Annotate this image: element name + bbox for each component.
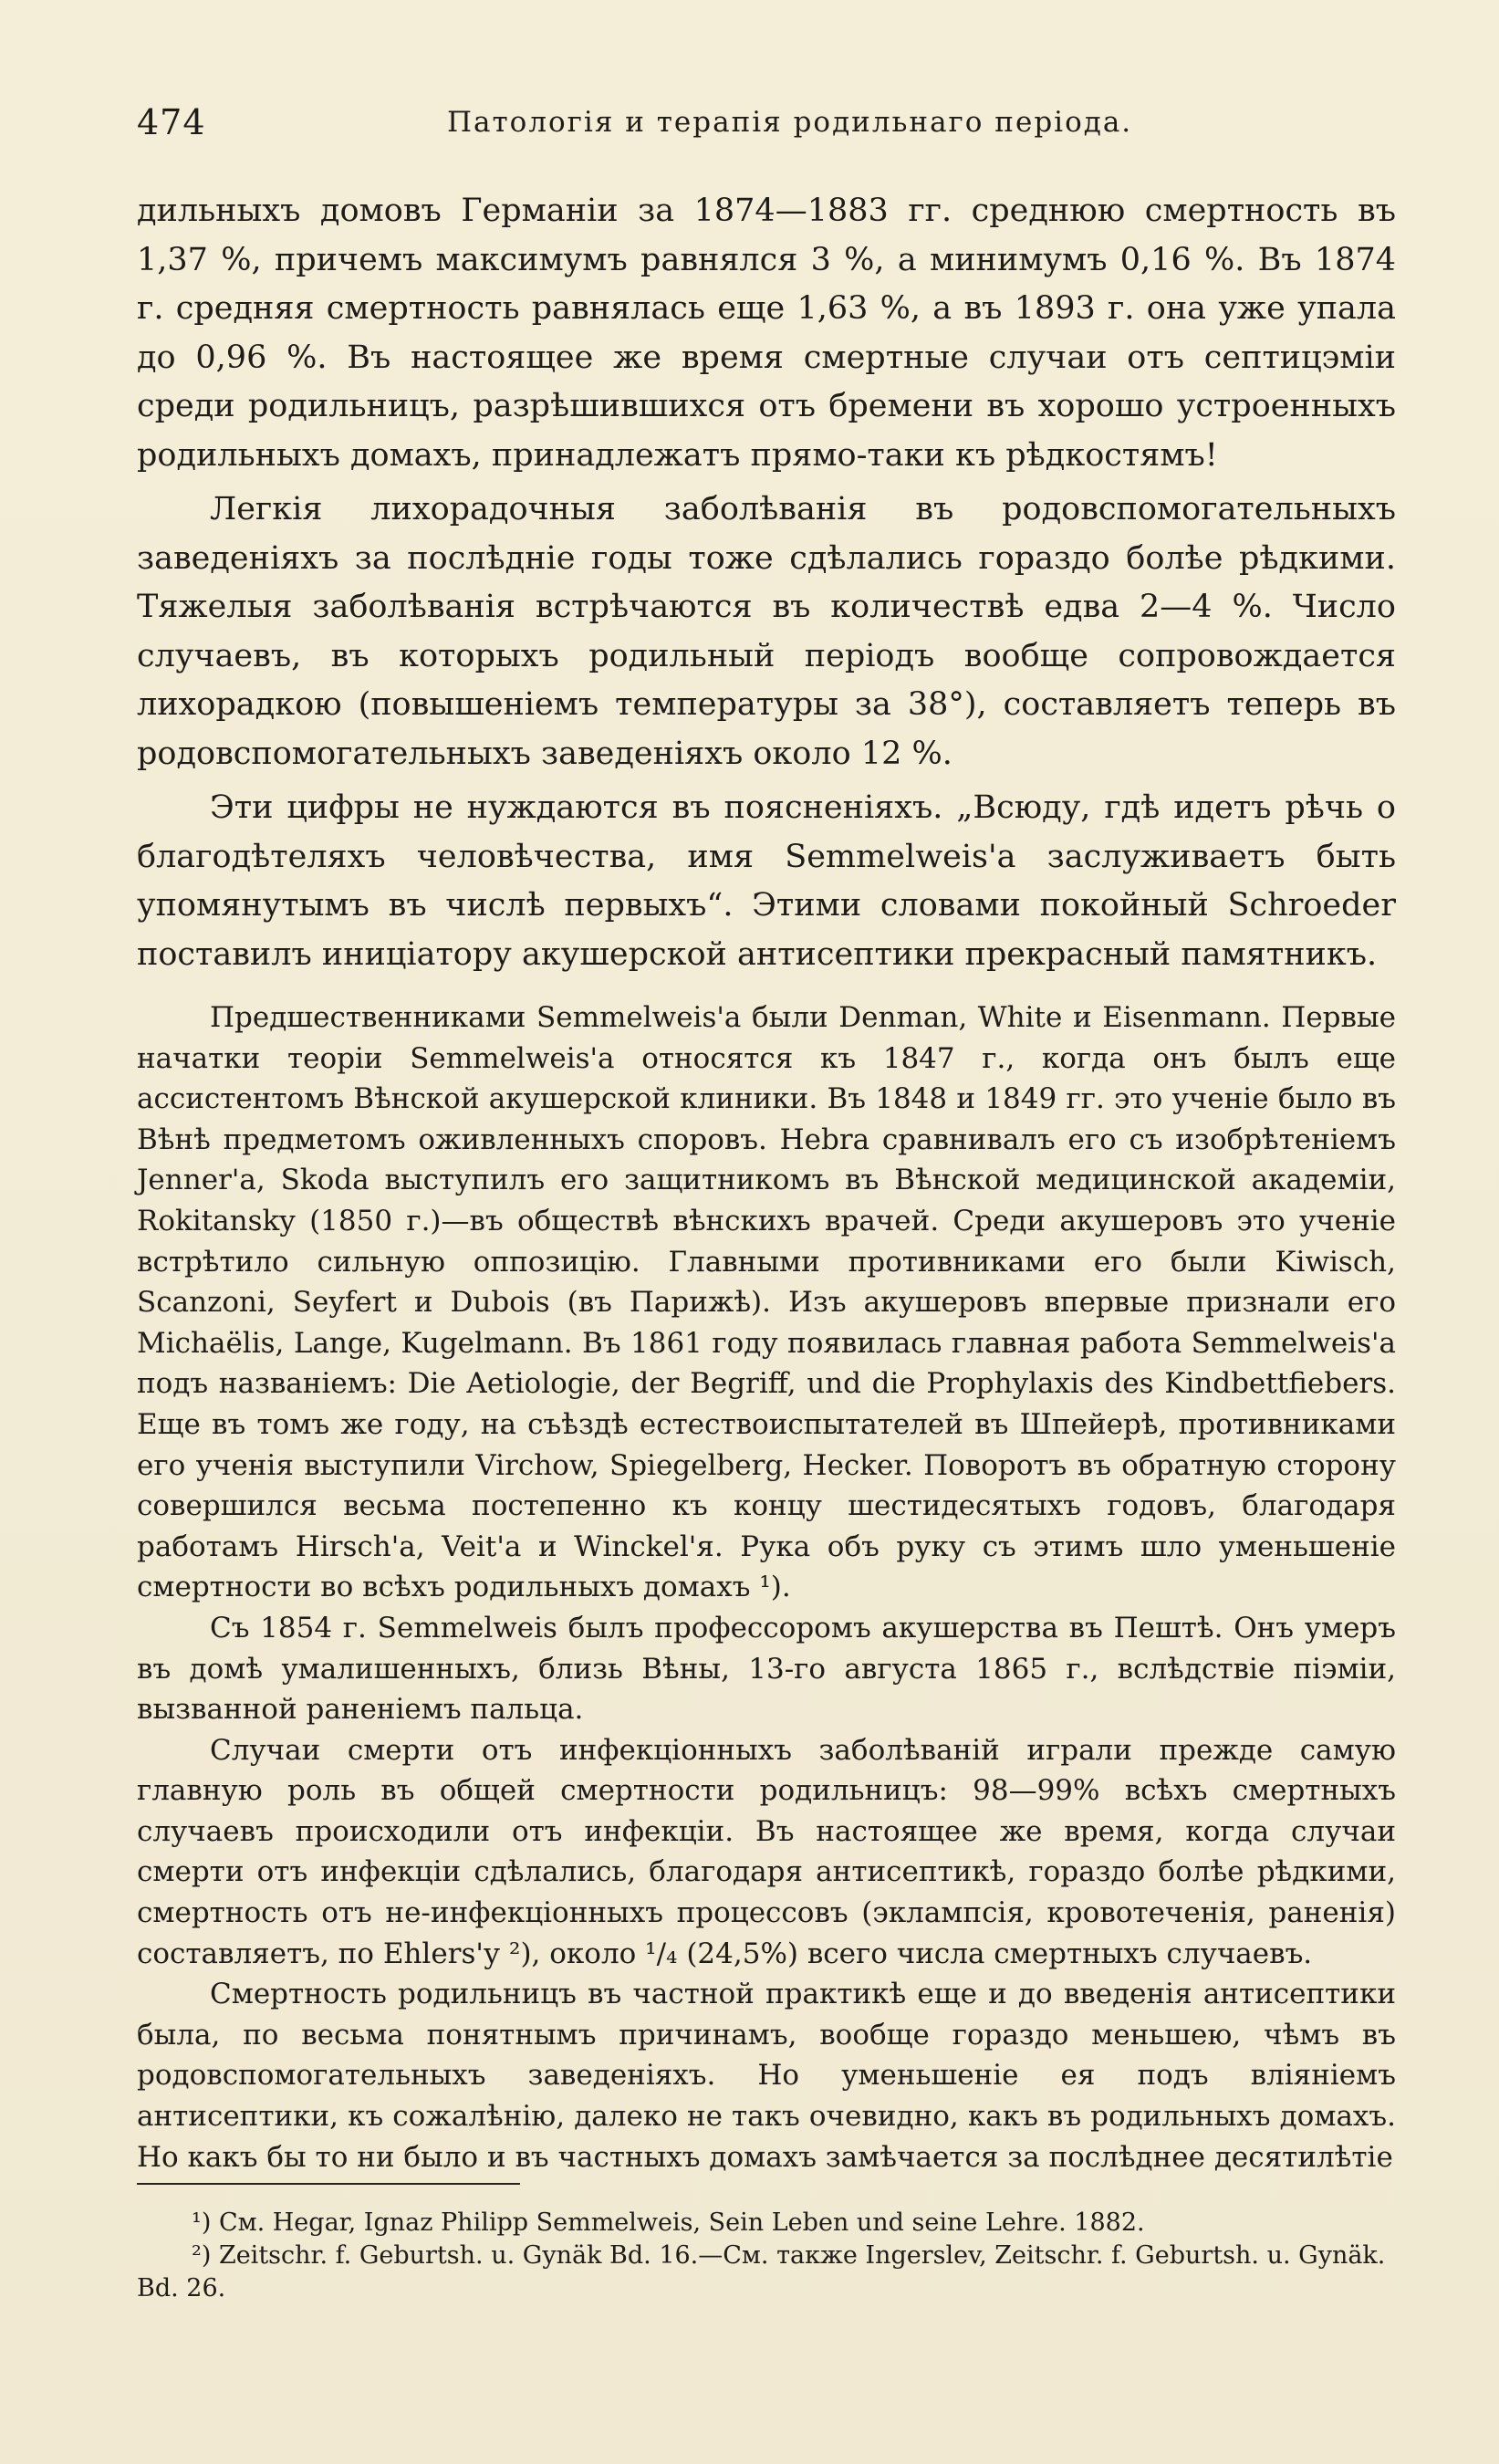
footnotes <box>137 2207 1396 2305</box>
footnote-divider <box>137 2183 520 2185</box>
small-text-block <box>137 997 1396 2177</box>
running-title: Патологія и терапія родильнаго періода. <box>447 106 1133 139</box>
large-text-block <box>137 187 1396 979</box>
main-text <box>137 187 1396 2177</box>
paragraph: дильныхъ домовъ Германіи за 1874—1883 гг. среднюю смертность въ 1,37 %, причемъ максимумъ равнялся 3 %, а минимумъ 0,16 %. Въ 1874 г. средняя смертность равнялась еще 1,63 %, а въ 1893 г. она уже упала до 0,96 %. Въ настоящее же время смертные случаи отъ септицэміи среди родильницъ, разрѣшившихся отъ бремени въ хорошо устроенныхъ родильныхъ домахъ, принадлежатъ прямо-таки къ рѣдкостямъ! <box>137 193 1396 474</box>
paragraph: Эти цифры не нуждаются въ поясненіяхъ. „Всюду, гдѣ идетъ рѣчь о благодѣтеляхъ человѣчества, имя Semmelweis'а заслуживаетъ быть упомянутымъ въ числѣ первыхъ“. Этими словами покойный Schroeder поставилъ иниціатору акушерской антисептики прекрасный памятникъ. <box>137 789 1396 973</box>
footnote: ²) Zeitschr. f. Geburtsh. u. Gynäk Bd. 16.—См. также Ingerslev, Zeitschr. f. Geburtsh. u. Gynäk. Bd. 26. <box>137 2241 1386 2302</box>
paragraph: Предшественниками Semmelweis'а были Denman, White и Eisenmann. Первые начатки теоріи Semmelweis'а относятся къ 1847 г., когда онъ былъ еще ассистентомъ Вѣнской акушерской клиники. Въ 1848 и 1849 гг. это ученіе было въ Вѣнѣ предметомъ оживленныхъ споровъ. Hebra сравнивалъ его съ изобрѣтеніемъ Jenner'а, Skoda выступилъ его защитникомъ въ Вѣнской медицинской академіи, Rokitansky (1850 г.)—въ обществѣ вѣнскихъ врачей. Среди акушеровъ это ученіе встрѣтило сильную оппозицію. Главными противниками его были Kiwisch, Scanzoni, Seyfert и Dubois (въ Парижѣ). Изъ акушеровъ впервые признали его Michaëlis, Lange, Kugelmann. Въ 1861 году появилась главная работа Semmelweis'а подъ названіемъ: Die Aetiologie, der Begriff, und die Prophylaxis des Kindbettfiebers. Еще въ томъ же году, на съѣздѣ естествоиспытателей въ Шпейерѣ, противниками его ученія выступили Virchow, Spiegelberg, Hecker. Поворотъ въ обратную сторону совершился весьма постепенно къ концу шестидесятыхъ годовъ, благодаря работамъ Hirsch'а, Veit'а и Winckel'я. Рука объ руку съ этимъ шло уменьшеніе смертности во всѣхъ родильныхъ домахъ ¹). <box>137 1001 1396 1604</box>
paragraph: Случаи смерти отъ инфекціонныхъ заболѣваній играли прежде самую главную роль въ общей смертности родильницъ: 98—99% всѣхъ смертныхъ случаевъ происходили отъ инфекціи. Въ настоящее же время, когда случаи смерти отъ инфекціи сдѣлались, благодаря антисептикѣ, гораздо болѣе рѣдкими, смертность отъ не-инфекціонныхъ процессовъ (эклампсія, кровотеченія, раненія) составляетъ, по Ehlers'у ²), около ¹/₄ (24,5%) всего числа смертныхъ случаевъ. <box>137 1733 1396 1970</box>
footnote: ¹) См. Hegar, Ignaz Philipp Semmelweis, Sein Leben und seine Lehre. 1882. <box>192 2208 1145 2237</box>
paragraph: Легкія лихорадочныя заболѣванія въ родовспомогательныхъ заведеніяхъ за послѣдніе годы тоже сдѣлались гораздо болѣе рѣдкими. Тяжелыя заболѣванія встрѣчаются въ количествѣ едва 2—4 %. Число случаевъ, въ которыхъ родильный періодъ вообще сопровождается лихорадкою (повышеніемъ температуры за 38°), составляетъ теперь въ родовспомогательныхъ заведеніяхъ около 12 %. <box>137 491 1396 772</box>
paragraph: Съ 1854 г. Semmelweis былъ профессоромъ акушерства въ Пештѣ. Онъ умеръ въ домѣ умалишенныхъ, близь Вѣны, 13-го августа 1865 г., вслѣдствіе пiэміи, вызванной раненіемъ пальца. <box>137 1611 1396 1727</box>
paragraph: Смертность родильницъ въ частной практикѣ еще и до введенія антисептики была, по весьма понятнымъ причинамъ, вообще гораздо меньшею, чѣмъ въ родовспомогательныхъ заведеніяхъ. Но уменьшеніе ея подъ вліяніемъ антисептики, къ сожалѣнію, далеко не такъ очевидно, какъ въ родильныхъ домахъ. Но какъ бы то ни было и въ частныхъ домахъ замѣчается за послѣднее десятилѣтіе <box>137 1978 1396 2174</box>
page-header <box>137 102 1387 148</box>
page-number: 474 <box>137 102 206 142</box>
